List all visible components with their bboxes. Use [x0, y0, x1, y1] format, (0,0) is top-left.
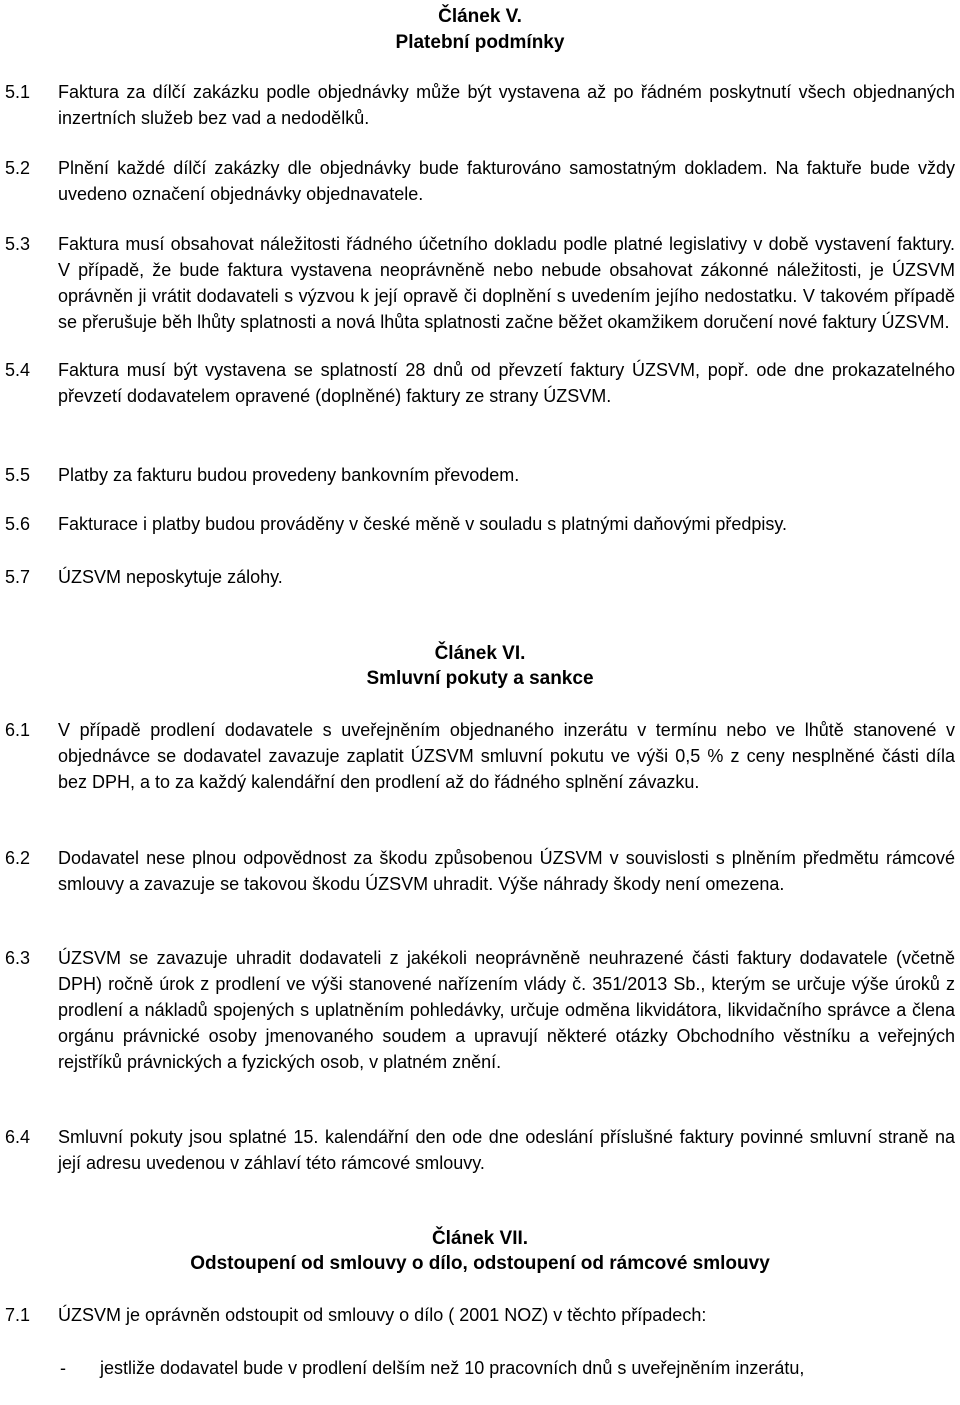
clause-text: Faktura musí obsahovat náležitosti řádného účetního dokladu podle platné legislativy v době vystavení faktury. V případě, že bude faktura vystavena neoprávněně nebo nebude obsahovat zákonné náležitosti, je ÚZSVM oprávněn ji vrátit dodavateli s výzvou k její opravě či doplnění s uvedením jejího nedostatku. V takovém případě se přerušuje běh lhůty splatnosti a nová lhůta splatnosti začne běžet okamžikem doručení nové faktury ÚZSVM.: [58, 234, 955, 332]
clause-number: 5.6: [5, 514, 31, 534]
bullet-item: [60, 1355, 955, 1381]
clause-5-1: [5, 79, 955, 131]
clause-text: Faktura za dílčí zakázku podle objednávky může být vystavena až po řádném poskytnutí všech objednaných inzertních služeb bez vad a nedodělků.: [58, 82, 955, 128]
clause-number: 5.7: [5, 567, 31, 587]
article-title: Článek VI.: [434, 643, 526, 664]
clause-text: Dodavatel nese plnou odpovědnost za škodu způsobenou ÚZSVM v souvislosti s plněním předmětu rámcové smlouvy a zavazuje se takovou škodu ÚZSVM uhradit. Výše náhrady škody není omezena.: [58, 848, 955, 894]
clause-text: Faktura musí být vystavena se splatností 28 dnů od převzetí faktury ÚZSVM, popř. ode dne prokazatelného převzetí dodavatelem opravené (doplněné) faktury ze strany ÚZSVM.: [58, 360, 955, 406]
article-title: Článek VII.: [431, 1228, 529, 1249]
clause-5-3: [5, 231, 955, 335]
clause-text: ÚZSVM se zavazuje uhradit dodavateli z jakékoli neoprávněně neuhrazené části faktury dodavatele (včetně DPH) ročně úrok z prodlení ve výši stanovené nařízením vlády č. 351/2013 Sb., kterým se určuje výše úroků z prodlení a nákladů spojených s uplatněním pohledávky, určuje odměna likvidátora, likvidačního správce a člena orgánu právnické osoby jmenovaného soudem a upravují některé otázky Obchodního věstníku a veřejných rejstříků právnických a fyzických osob, v platném znění.: [58, 948, 955, 1072]
clause-number: 6.1: [5, 720, 31, 740]
clause-number: 5.2: [5, 158, 31, 178]
clause-6-1: [5, 717, 955, 795]
clause-number: 7.1: [5, 1305, 31, 1325]
clause-number: 5.4: [5, 360, 31, 380]
clause-6-4: [5, 1124, 955, 1176]
clause-6-3: [5, 945, 955, 1075]
clause-5-4: [5, 357, 955, 409]
clause-text: Smluvní pokuty jsou splatné 15. kalendářní den ode dne odeslání příslušné faktury povinné smluvní straně na její adresu uvedenou v záhlaví této rámcové smlouvy.: [58, 1127, 955, 1173]
bullet-text: jestliže dodavatel bude v prodlení delším než 10 pracovních dnů s uveřejněním inzerátu,: [100, 1358, 805, 1378]
clause-5-2: [5, 155, 955, 207]
clause-6-2: [5, 845, 955, 897]
clause-text: Plnění každé dílčí zakázky dle objednávky bude fakturováno samostatným dokladem. Na faktuře bude vždy uvedeno označení objednávky objednavatele.: [58, 158, 955, 204]
clause-text: ÚZSVM neposkytuje zálohy.: [58, 567, 283, 587]
article-subtitle: Platební podmínky: [395, 32, 565, 53]
clause-text: Fakturace i platby budou prováděny v české měně v souladu s platnými daňovými předpisy.: [58, 514, 788, 534]
article-title: Článek V.: [438, 6, 522, 27]
article-subtitle: Odstoupení od smlouvy o dílo, odstoupení od rámcové smlouvy: [190, 1253, 770, 1274]
clause-text: ÚZSVM je oprávněn odstoupit od smlouvy o dílo ( 2001 NOZ) v těchto případech:: [58, 1305, 707, 1325]
bullet-dash: -: [60, 1358, 66, 1378]
clause-number: 5.3: [5, 234, 31, 254]
clause-number: 5.1: [5, 82, 31, 102]
clause-7-1: [5, 1302, 955, 1328]
clause-text: Platby za fakturu budou provedeny bankovním převodem.: [58, 465, 520, 485]
clause-number: 6.3: [5, 948, 31, 968]
clause-number: 5.5: [5, 465, 31, 485]
clause-text: V případě prodlení dodavatele s uveřejněním objednaného inzerátu v termínu nebo ve lhůtě stanovené v objednávce se dodavatel zavazuje zaplatit ÚZSVM smluvní pokutu ve výši 0,5 % z ceny nesplněné části díla bez DPH, a to za každý kalendářní den prodlení až do řádného splnění závazku.: [58, 720, 955, 792]
clause-5-7: [5, 564, 955, 590]
clause-5-5: [5, 462, 955, 488]
article-subtitle: Smluvní pokuty a sankce: [366, 668, 594, 689]
clause-number: 6.2: [5, 848, 31, 868]
clause-5-6: [5, 511, 955, 537]
clause-number: 6.4: [5, 1127, 31, 1147]
